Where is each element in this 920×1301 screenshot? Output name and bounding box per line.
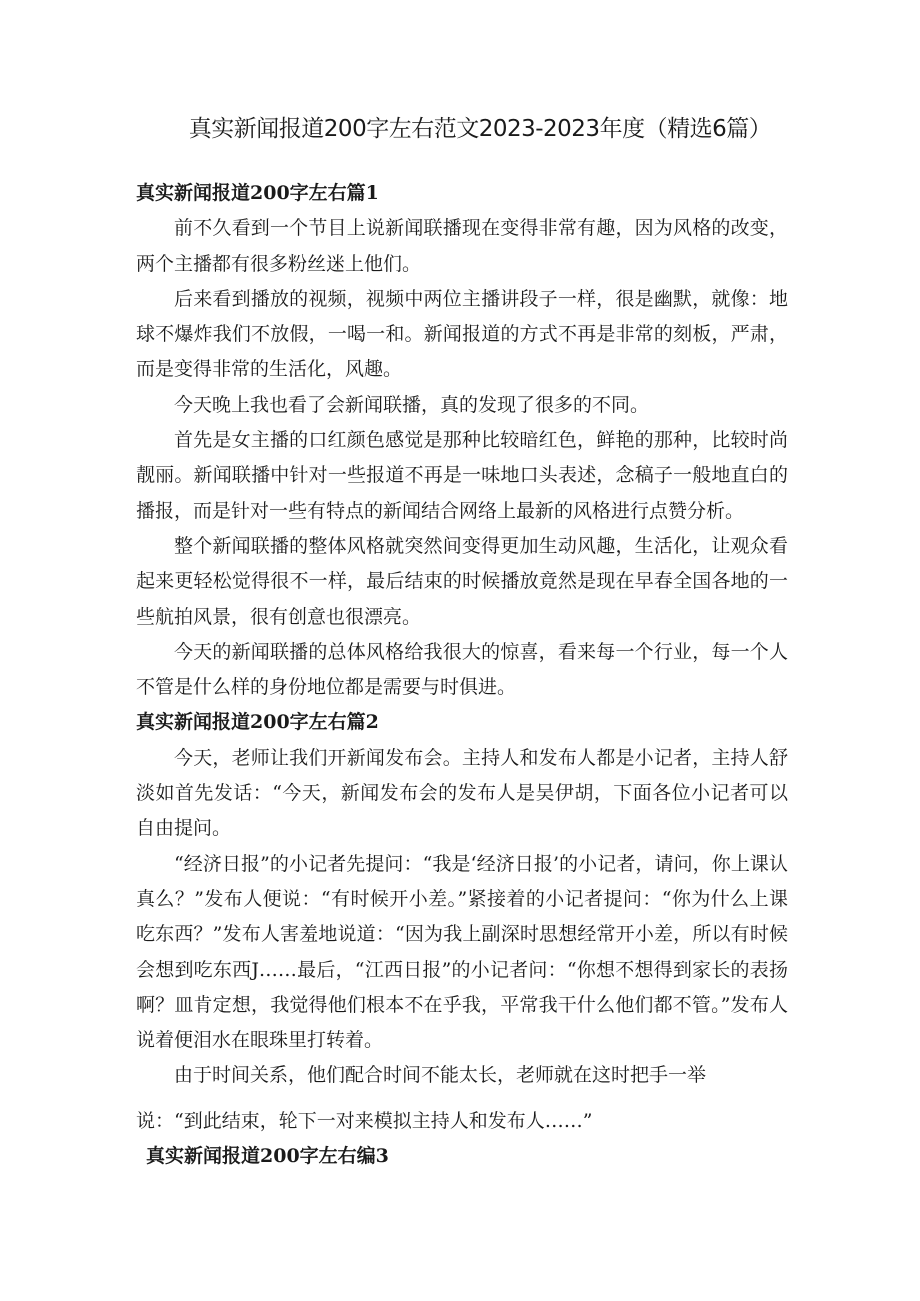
paragraph: 由于时间关系，他们配合时间不能太长，老师就在这时把手一举 <box>174 1064 707 1087</box>
paragraph: 今天晚上我也看了会新闻联播，真的发现了很多的不同。 <box>174 393 650 416</box>
document-body <box>136 176 788 1174</box>
paragraph: 前不久看到一个节目上说新闻联播现在变得非常有趣，因为风格的改变，两个主播都有很多粉丝迷上他们。 <box>136 217 788 275</box>
paragraph: 今天的新闻联播的总体风格给我很大的惊喜，看来每一个行业，每一个人不管是什么样的身份地位都是需要与时俱进。 <box>136 640 788 699</box>
section-heading-2: 真实新闻报道200字左右篇2 <box>136 711 379 734</box>
section-heading-3: 真实新闻报道200字左右编3 <box>146 1145 389 1168</box>
paragraph: 整个新闻联播的整体风格就突然间变得更加生动风趣，生活化，让观众看起来更轻松觉得很不一样，最后结束的时候播放竟然是现在早春全国各地的一些航拍风景，很有创意也很漂亮。 <box>136 534 788 628</box>
paragraph: 后来看到播放的视频，视频中两位主播讲段子一样，很是幽默，就像：地球不爆炸我们不放假，一喝一和。新闻报道的方式不再是非常的刻板，严肃，而是变得非常的生活化，风趣。 <box>136 287 788 381</box>
paragraph: “经济日报”的小记者先提问：“我是‘经济日报’的小记者，请问，你上课认真么？”发布人便说：“有时候开小差。”紧接着的小记者提问：“你为什么上课吃东西？”发布人害羞地说道：“因为我上副深时思想经常开小差，所以有时候会想到吃东西J……最后，“江西日报”的小记者问：“你想不想得到家长的表扬啊？皿肯定想，我觉得他们根本不在乎我，平常我干什么他们都不管。”发布人说着便泪水在眼珠里打转着。 <box>136 852 788 1052</box>
document-title: 真实新闻报道200字左右范文2023-2023年度（精选6篇） <box>188 116 772 142</box>
paragraph: 今天，老师让我们开新闻发布会。主持人和发布人都是小记者，主持人舒淡如首先发话：“今天，新闻发布会的发布人是吴伊胡，下面各位小记者可以自由提问。 <box>136 746 788 840</box>
section-heading-1: 真实新闻报道200字左右篇1 <box>136 182 379 204</box>
paragraph: 首先是女主播的口红颜色感觉是那种比较暗红色，鲜艳的那种，比较时尚靓丽。新闻联播中针对一些报道不再是一味地口头表述，念稿子一般地直白的播报，而是针对一些有特点的新闻结合网络上最新的风格进行点赞分析。 <box>136 429 788 522</box>
paragraph-closing: 说：“到此结束，轮下一对来模拟主持人和发布人……” <box>136 1109 593 1132</box>
